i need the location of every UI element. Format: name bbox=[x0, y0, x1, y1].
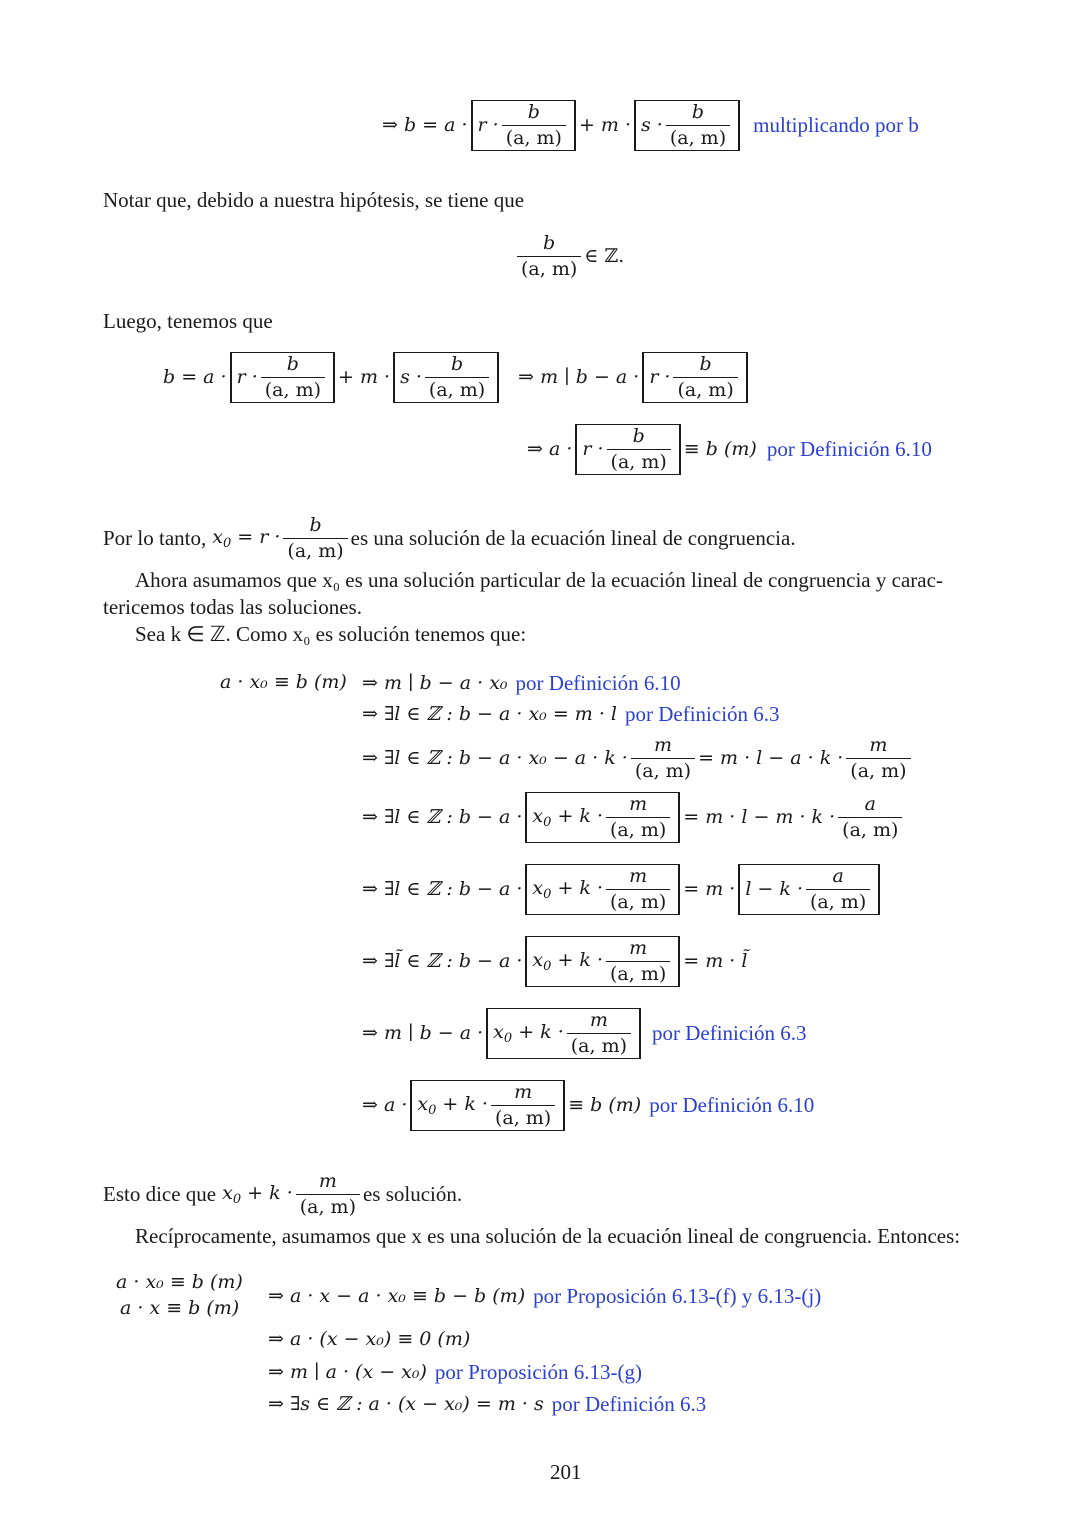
paragraph: Sea k ∈ ℤ. Como x₀ es solución tenemos que: bbox=[135, 622, 527, 646]
step: ⇒ a · $x_0 + k$ · $\frac{m}{(a, m)}$ ≡ b (m) por Definición 6.10 bbox=[362, 1081, 815, 1129]
bracket: s · $\frac{b}{(a, m)}$ bbox=[634, 100, 740, 151]
bracket: r · $\frac{b}{(a, m)}$ bbox=[471, 100, 576, 151]
frac-in-Z: $\frac{b}{(a, m)}$ ∈ ℤ. bbox=[514, 234, 624, 279]
step: ⇒ ∃l̃ ∈ ℤ : b − a · $x_0 + k$ · $\frac{m}{(a, m)}$ = m · l̃ bbox=[362, 937, 748, 985]
top-equation: ⇒ b = a · r · $\frac{b}{(a, m)}$ + m · s · $\frac{b}{(a, m)}$ multiplicando por b bbox=[382, 101, 919, 149]
paragraph: tericemos todas las soluciones. bbox=[103, 595, 362, 619]
paragraph: Notar que, debido a nuestra hipótesis, se tiene que bbox=[103, 188, 525, 212]
paragraph: Ahora asumamos que x₀ es una solución particular de la ecuación lineal de congruencia y carac- bbox=[135, 568, 943, 592]
step: ⇒ a · x − a · x₀ ≡ b − b (m) por Proposición 6.13-(f) y 6.13-(j) bbox=[268, 1284, 822, 1308]
paragraph: Recíprocamente, asumamos que x es una solución de la ecuación lineal de congruencia. Entonces: bbox=[135, 1224, 961, 1248]
step: ⇒ ∃l ∈ ℤ : b − a · $x_0 + k$ · $\frac{m}{(a, m)}$ = m · l − m · k · $\frac{a}{(a, m)}$ bbox=[362, 792, 905, 843]
hypothesis: a · x₀ ≡ b (m) bbox=[116, 1271, 243, 1293]
step: ⇒ ∃l ∈ ℤ : b − a · x₀ − a · k · $\frac{m}{(a, m)}$ = m · l − a · k · $\frac{m}{(a, m)}$ bbox=[362, 736, 914, 781]
paragraph: Esto dice que $x_0 + k$ · $\frac{m}{(a, m)}$ es solución. bbox=[103, 1170, 463, 1218]
step: ⇒ ∃s ∈ ℤ : a · (x − x₀) = m · s por Definición 6.3 bbox=[268, 1392, 707, 1416]
step: ⇒ m ∣ b − a · x₀ por Definición 6.10 bbox=[362, 671, 681, 695]
annotation: multiplicando por b bbox=[753, 113, 919, 137]
hypothesis: a · x₀ ≡ b (m) bbox=[220, 671, 347, 693]
step: ⇒ m ∣ b − a · $x_0 + k$ · $\frac{m}{(a, m)}$ por Definición 6.3 bbox=[362, 1009, 807, 1057]
hypothesis: a · x ≡ b (m) bbox=[120, 1297, 240, 1319]
step: ⇒ a · (x − x₀) ≡ 0 (m) bbox=[268, 1328, 471, 1350]
equation-line: ⇒ a · r · $\frac{b}{(a, m)}$ ≡ b (m) por Definición 6.10 bbox=[527, 425, 932, 473]
paragraph: Luego, tenemos que bbox=[103, 309, 273, 333]
annotation: por Definición 6.10 bbox=[766, 437, 932, 461]
equation-line: b = a · r · $\frac{b}{(a, m)}$ + m · s · $\frac{b}{(a, m)}$ ⇒ m ∣ b − a · r · $\frac{b}{(a, m)}$ bbox=[163, 352, 751, 403]
paragraph: Por lo tanto, $x_0 = r$ · $\frac{b}{(a, m)}$ es una solución de la ecuación lineal de congruencia. bbox=[103, 514, 796, 562]
page-number: 201 bbox=[550, 1460, 582, 1484]
step: ⇒ m ∣ a · (x − x₀) por Proposición 6.13-(g) bbox=[268, 1360, 642, 1384]
step: ⇒ ∃l ∈ ℤ : b − a · x₀ = m · l por Definición 6.3 bbox=[362, 702, 780, 726]
step: ⇒ ∃l ∈ ℤ : b − a · $x_0 + k$ · $\frac{m}{(a, m)}$ = m · l − k · $\frac{a}{(a, m)}$ bbox=[362, 864, 883, 915]
